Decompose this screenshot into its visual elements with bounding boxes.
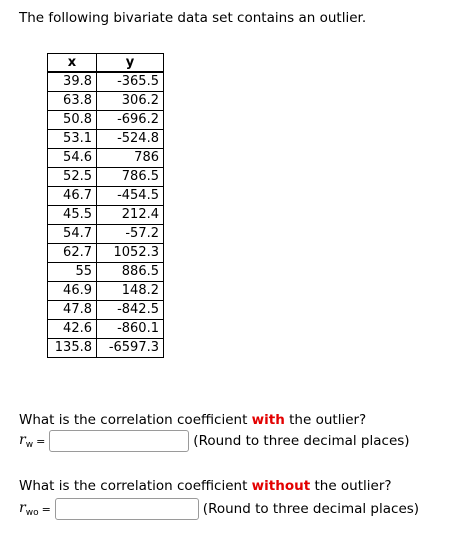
- r-without-input[interactable]: [55, 498, 199, 520]
- question-without-outlier: [19, 477, 392, 495]
- table-row: [48, 320, 164, 339]
- cell-x: 54.6: [48, 149, 97, 168]
- cell-y: -57.2: [97, 225, 164, 244]
- question-text-end: the outlier?: [284, 412, 367, 428]
- table-body: [48, 72, 164, 358]
- table-row: [48, 92, 164, 111]
- table-row: [48, 282, 164, 301]
- cell-x: 46.9: [48, 282, 97, 301]
- equals-sign: =: [41, 502, 51, 516]
- table-row: [48, 149, 164, 168]
- question-text-end: the outlier?: [310, 478, 392, 494]
- r-without-label: [19, 500, 39, 518]
- r-symbol: r: [19, 500, 26, 516]
- r-with-input[interactable]: [49, 430, 189, 452]
- cell-x: 53.1: [48, 130, 97, 149]
- table-row: [48, 130, 164, 149]
- table-row: [48, 339, 164, 358]
- rounding-hint: (Round to three decimal places): [193, 433, 410, 449]
- cell-x: 45.5: [48, 206, 97, 225]
- r-with-label: [19, 432, 33, 450]
- table-row: [48, 301, 164, 320]
- cell-x: 63.8: [48, 92, 97, 111]
- cell-x: 47.8: [48, 301, 97, 320]
- table-header-row: [48, 54, 164, 73]
- cell-x: 55: [48, 263, 97, 282]
- cell-y: -842.5: [97, 301, 164, 320]
- data-table: [47, 53, 164, 358]
- r-symbol: r: [19, 432, 26, 448]
- cell-x: 62.7: [48, 244, 97, 263]
- cell-y: -524.8: [97, 130, 164, 149]
- cell-x: 135.8: [48, 339, 97, 358]
- cell-y: -454.5: [97, 187, 164, 206]
- answer-row-without: [19, 497, 419, 521]
- answer-row-with: [19, 429, 410, 453]
- column-header-y: y: [97, 54, 164, 73]
- cell-y: -696.2: [97, 111, 164, 130]
- cell-y: 786: [97, 149, 164, 168]
- equals-sign: =: [36, 434, 46, 448]
- rounding-hint: (Round to three decimal places): [202, 501, 420, 517]
- cell-y: -860.1: [97, 320, 164, 339]
- cell-x: 52.5: [48, 168, 97, 187]
- table-row: [48, 263, 164, 282]
- cell-y: 212.4: [97, 206, 164, 225]
- cell-x: 39.8: [48, 72, 97, 92]
- column-header-x: x: [48, 54, 97, 73]
- cell-y: 306.2: [97, 92, 164, 111]
- cell-y: 786.5: [97, 168, 164, 187]
- cell-y: 1052.3: [97, 244, 164, 263]
- cell-x: 46.7: [48, 187, 97, 206]
- cell-x: 54.7: [48, 225, 97, 244]
- r-subscript: wo: [25, 508, 39, 518]
- cell-y: 148.2: [97, 282, 164, 301]
- r-subscript: w: [25, 440, 34, 450]
- cell-x: 42.6: [48, 320, 97, 339]
- cell-y: -6597.3: [97, 339, 164, 358]
- table-row: [48, 206, 164, 225]
- cell-x: 50.8: [48, 111, 97, 130]
- cell-y: -365.5: [97, 72, 164, 92]
- table-row: [48, 111, 164, 130]
- table-row: [48, 187, 164, 206]
- question-text: What is the correlation coefficient: [19, 412, 252, 428]
- table-row: [48, 168, 164, 187]
- cell-y: 886.5: [97, 263, 164, 282]
- question-highlight: with: [251, 412, 285, 428]
- table-row: [48, 244, 164, 263]
- table-row: [48, 225, 164, 244]
- table-row: [48, 72, 164, 92]
- problem-intro: The following bivariate data set contains an outlier.: [19, 10, 367, 26]
- question-text: What is the correlation coefficient: [19, 478, 252, 494]
- question-with-outlier: [19, 411, 366, 429]
- question-highlight: without: [251, 478, 311, 494]
